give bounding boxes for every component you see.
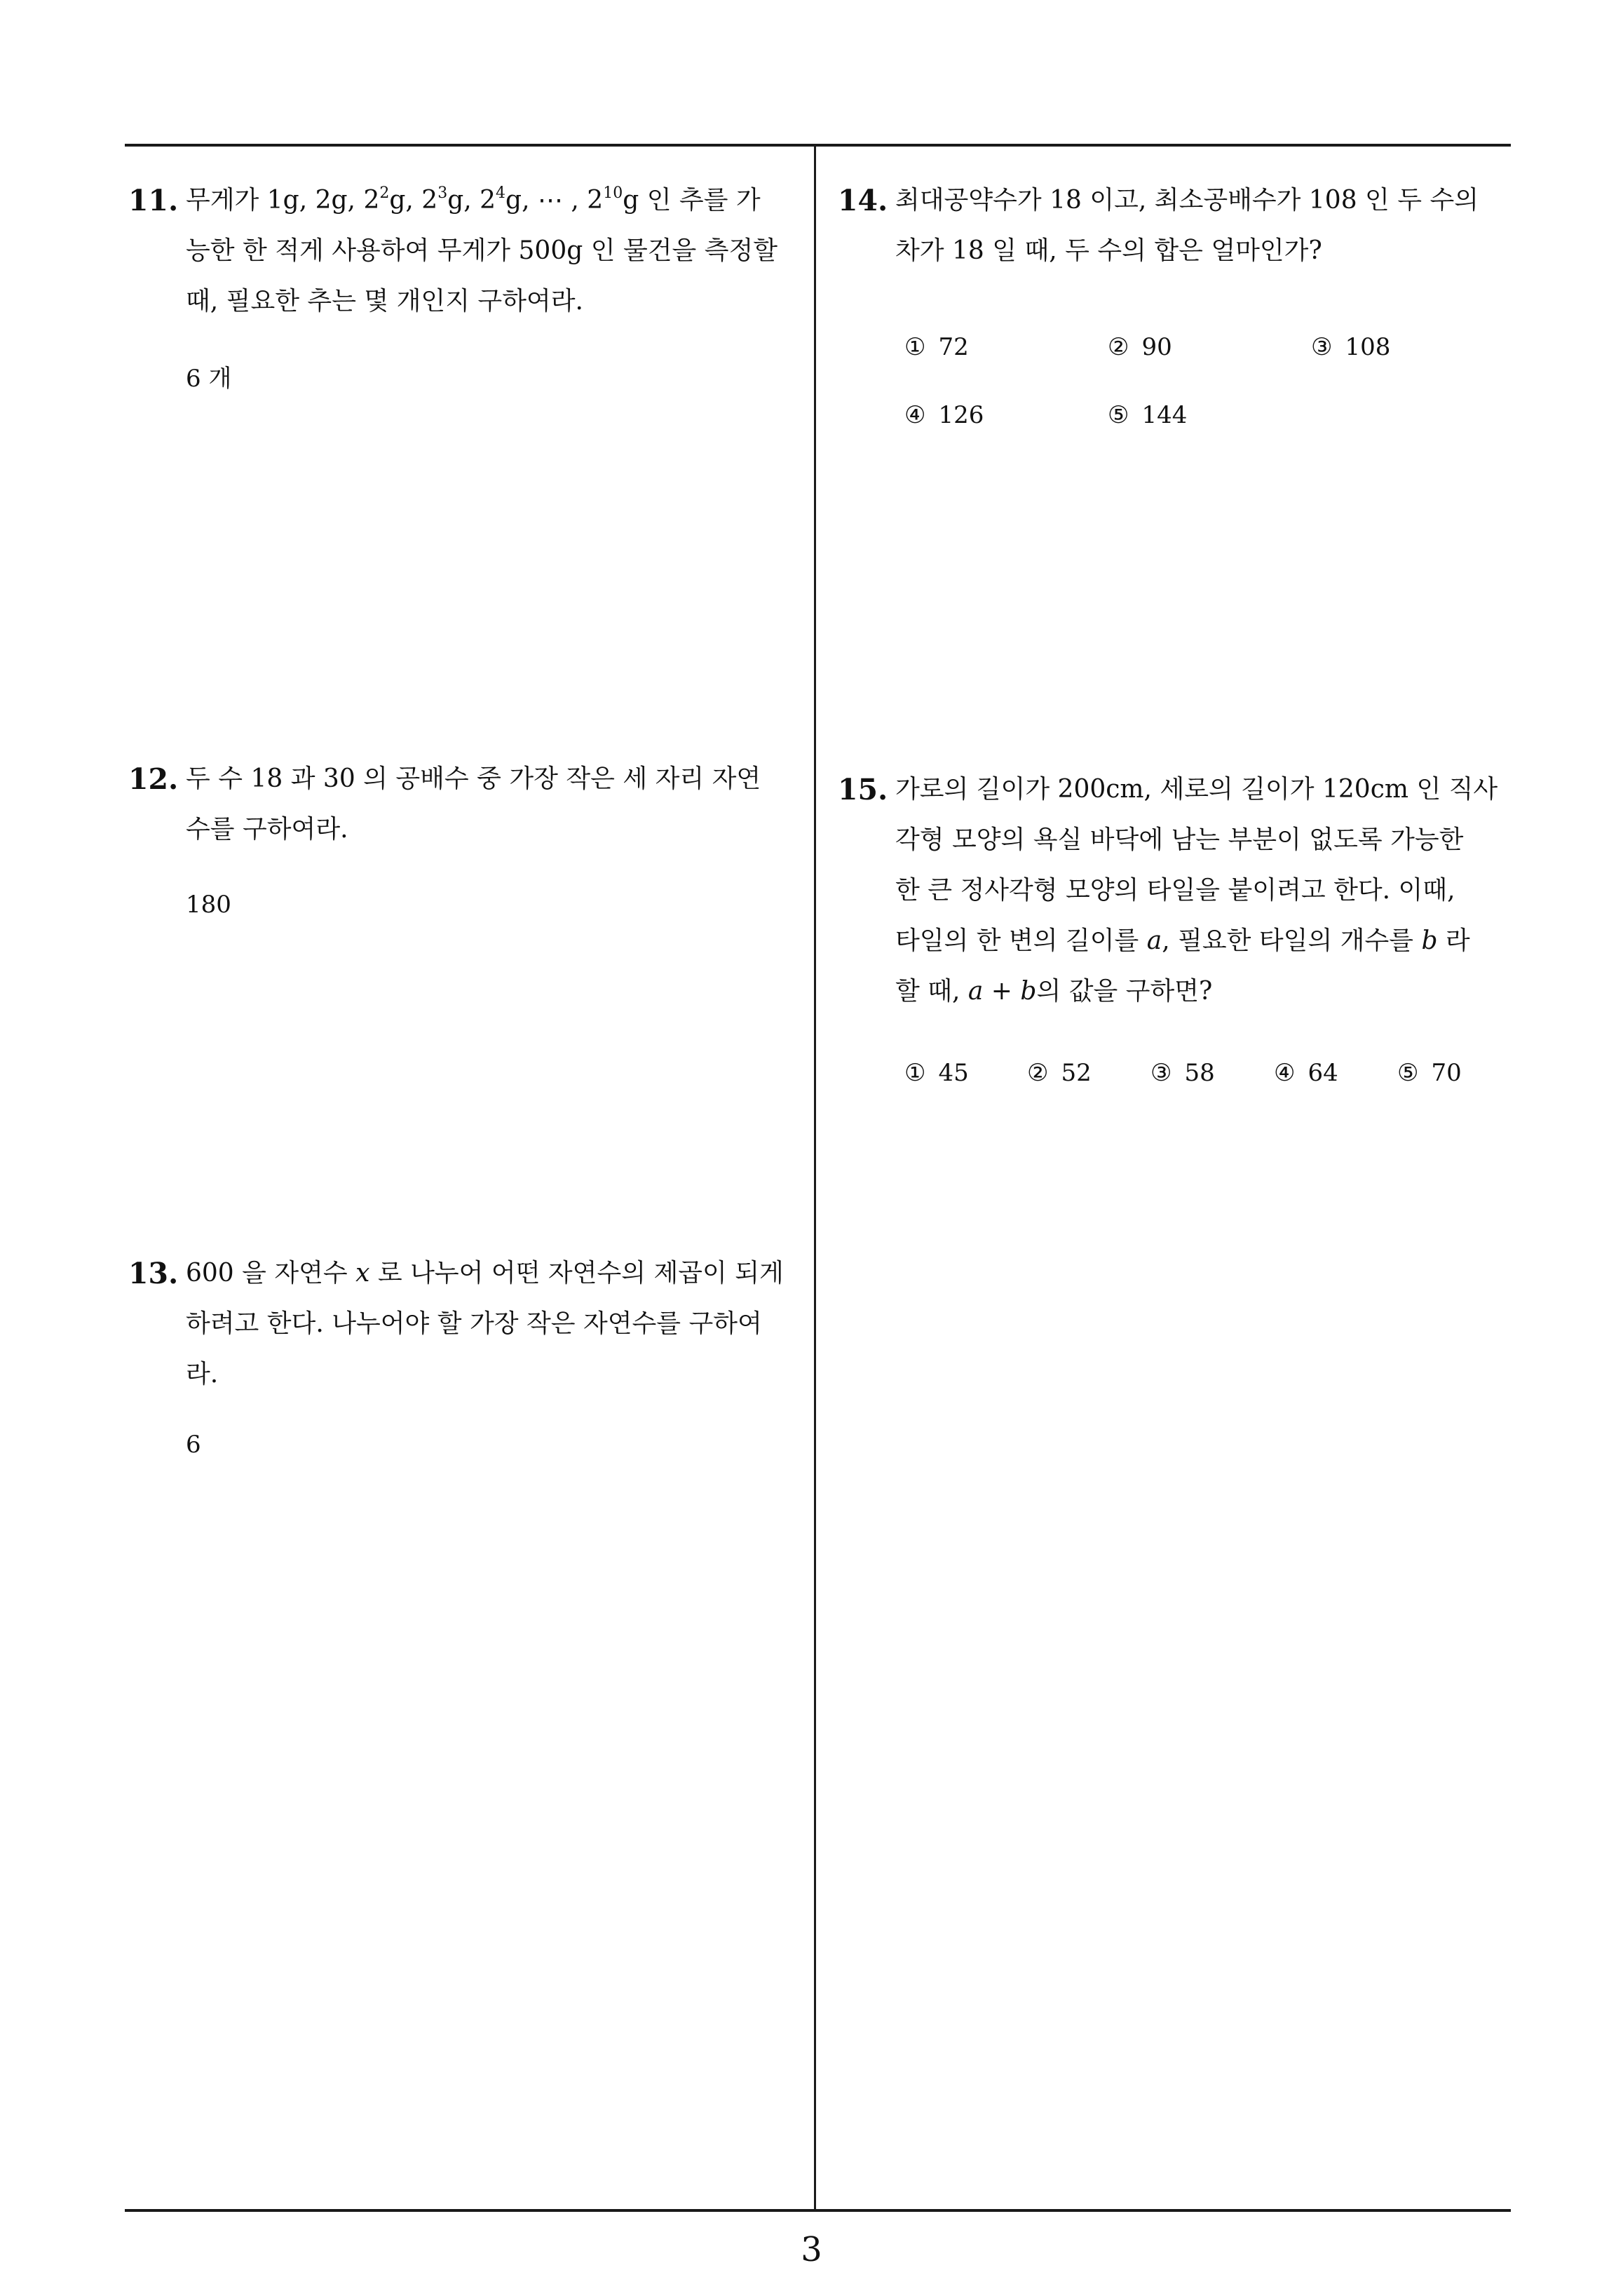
text-segment: 무게가 1g, 2g, 2: [186, 186, 380, 215]
choice-3[interactable]: [1311, 330, 1390, 365]
problem-text: [895, 764, 1498, 1017]
choice-marker: ③: [1150, 1059, 1172, 1087]
exponent: 4: [496, 184, 506, 202]
problem-line: 한 큰 정사각형 모양의 타일을 붙이려고 한다. 이때,: [895, 876, 1455, 905]
problem-line: 라.: [186, 1360, 219, 1389]
choice-4[interactable]: [904, 398, 984, 433]
choice-marker: ⑤: [1397, 1059, 1419, 1087]
text-segment: 의 값을 구하면?: [1036, 977, 1213, 1006]
math-variable: x: [355, 1259, 370, 1288]
problem-line: 두 수 18 과 30 의 공배수 중 가장 작은 세 자리 자연: [186, 764, 761, 793]
choice-value: 144: [1141, 401, 1188, 429]
problem-text: [186, 1248, 784, 1400]
problem-number: 12.: [128, 762, 179, 796]
exponent: 3: [437, 184, 448, 202]
choice-value: 108: [1345, 333, 1391, 361]
text-segment: +: [983, 977, 1021, 1006]
math-variable: b: [1421, 926, 1438, 955]
problem-text: [895, 175, 1479, 276]
choice-value: 70: [1431, 1059, 1462, 1087]
text-segment: , 필요한 타일의 개수를: [1162, 926, 1422, 955]
choice-value: 72: [938, 333, 969, 361]
math-variable: a: [967, 977, 984, 1006]
answer-12: 180: [186, 891, 231, 919]
choice-marker: ③: [1311, 333, 1333, 361]
problem-number: 14.: [838, 184, 888, 217]
choice-marker: ④: [1274, 1059, 1296, 1087]
choice-marker: ①: [904, 333, 926, 361]
problem-line: 가로의 길이가 200cm, 세로의 길이가 120cm 인 직사: [895, 775, 1498, 804]
problem-number: 11.: [128, 184, 179, 217]
header-rule: [125, 144, 1511, 147]
text-segment: 라: [1437, 926, 1470, 955]
choice-value: 58: [1184, 1059, 1215, 1087]
choice-1[interactable]: [904, 1055, 969, 1090]
text-segment: g, ⋯ , 2: [505, 186, 604, 215]
problem-number: 15.: [838, 773, 888, 806]
choice-5[interactable]: [1108, 398, 1187, 433]
choice-1[interactable]: [904, 330, 969, 365]
text-segment: 타일의 한 변의 길이를: [895, 926, 1147, 955]
problem-text: [186, 754, 761, 855]
answer-11: 6 개: [186, 365, 232, 393]
choice-value: 45: [938, 1059, 969, 1087]
text-segment: 로 나누어 어떤 자연수의 제곱이 되게: [369, 1259, 784, 1288]
choice-3[interactable]: [1150, 1055, 1215, 1090]
choice-marker: ①: [904, 1059, 926, 1087]
problem-number: 13.: [128, 1257, 179, 1290]
problem-line: [186, 175, 777, 226]
problem-line: 차가 18 일 때, 두 수의 합은 얼마인가?: [895, 236, 1322, 265]
problem-line: 능한 한 적게 사용하여 무게가 500g 인 물건을 측정할: [186, 236, 778, 265]
text-segment: 600 을 자연수: [186, 1259, 356, 1288]
exponent: 10: [603, 184, 623, 202]
problem-line: 각형 모양의 욕실 바닥에 남는 부분이 없도록 가능한: [895, 825, 1464, 854]
text-segment: g 인 추를 가: [623, 186, 761, 215]
choice-value: 126: [938, 401, 984, 429]
choice-5[interactable]: [1397, 1055, 1462, 1090]
footer-rule: [125, 2209, 1511, 2212]
choice-marker: ⑤: [1108, 401, 1129, 429]
problem-line: 수를 구하여라.: [186, 815, 348, 844]
problem-line: [895, 966, 1498, 1017]
problem-line: [895, 916, 1498, 966]
math-variable: a: [1146, 926, 1162, 955]
choice-value: 64: [1308, 1059, 1338, 1087]
choice-marker: ②: [1108, 333, 1129, 361]
choice-2[interactable]: [1108, 330, 1172, 365]
choice-2[interactable]: [1027, 1055, 1092, 1090]
problem-text: [186, 175, 777, 327]
problem-line: 때, 필요한 추는 몇 개인지 구하여라.: [186, 287, 583, 316]
choice-value: 52: [1061, 1059, 1092, 1087]
choice-4[interactable]: [1274, 1055, 1338, 1090]
problem-line: 최대공약수가 18 이고, 최소공배수가 108 인 두 수의: [895, 186, 1479, 215]
column-divider: [814, 145, 816, 2210]
choice-marker: ④: [904, 401, 926, 429]
problem-line: 하려고 한다. 나누어야 할 가장 작은 자연수를 구하여: [186, 1309, 762, 1338]
choice-value: 90: [1141, 333, 1172, 361]
exponent: 2: [379, 184, 390, 202]
text-segment: g, 2: [447, 186, 496, 215]
choice-marker: ②: [1027, 1059, 1049, 1087]
problem-line: [186, 1248, 784, 1299]
text-segment: g, 2: [389, 186, 438, 215]
page-number: 3: [801, 2230, 822, 2269]
math-variable: b: [1020, 977, 1037, 1006]
answer-13: 6: [186, 1431, 201, 1459]
text-segment: 할 때,: [895, 977, 968, 1006]
